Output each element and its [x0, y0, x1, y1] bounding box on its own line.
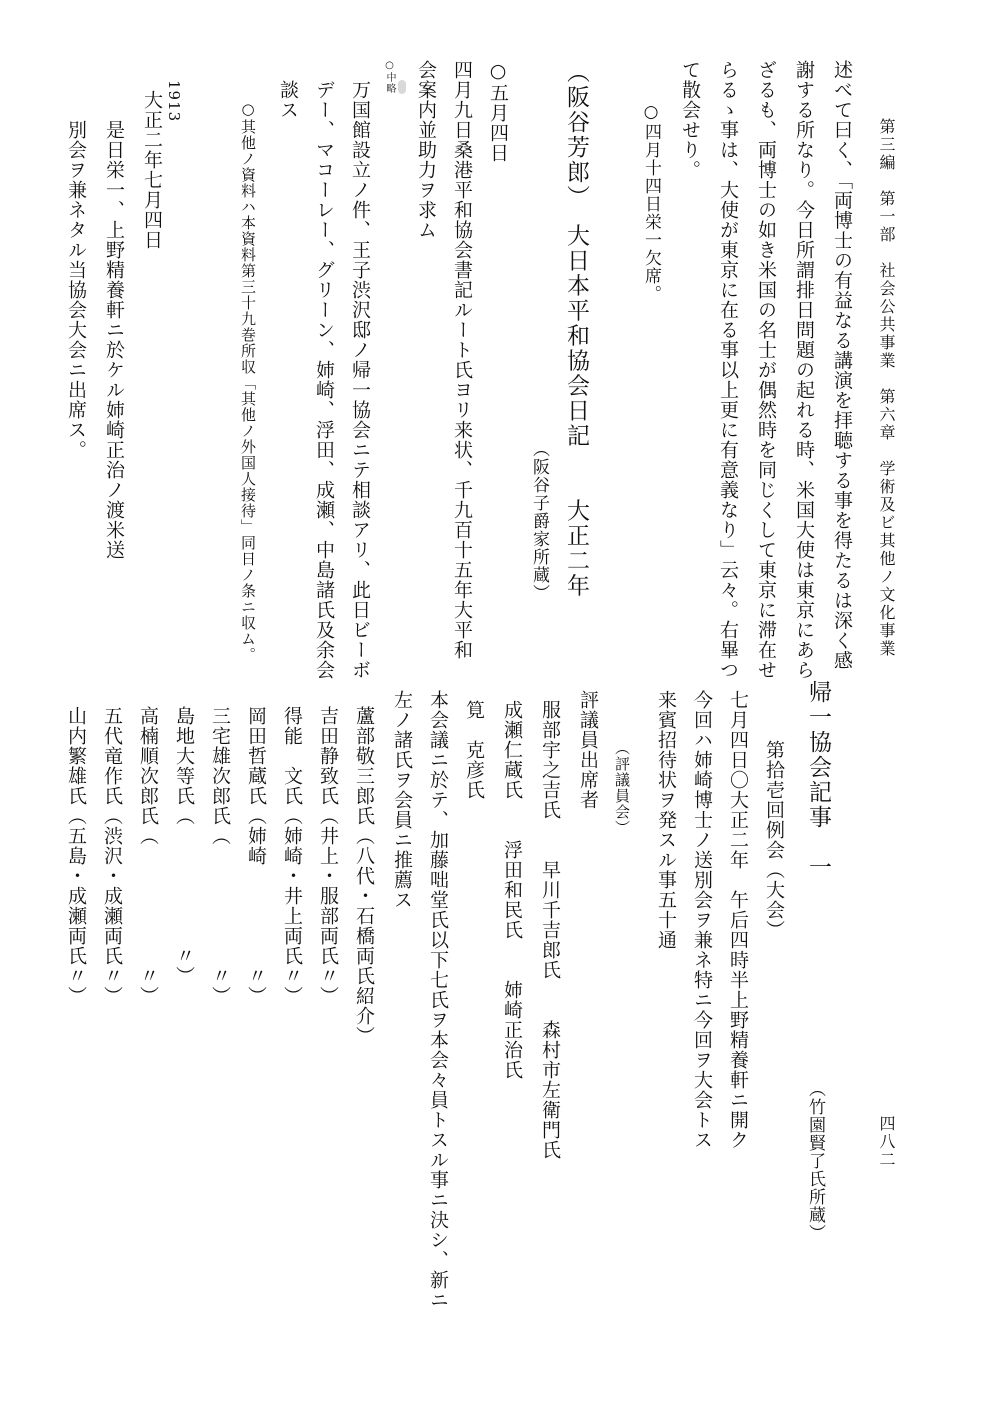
entry-text-2: 会案内並助力ヲ求ム	[415, 60, 437, 240]
entry-text-4: デー、マコーレー、グリーン、姉崎、浮田、成瀬、中島諸氏及余会	[313, 80, 335, 680]
resolution-line-1: 本会議ニ於テ、加藤咄堂氏以下七氏ヲ本会々員トスル事ニ決シ、新ニ	[427, 690, 449, 1310]
attendee-row-1: 服部宇之吉氏 早川千吉郎氏 森村市左衛門氏	[539, 700, 561, 1160]
diary-title: （阪谷芳郎） 大日本平和協会日記 大正二年	[563, 60, 589, 599]
council-label: （評議員会）	[613, 740, 631, 836]
entry-text-5: 談ス	[277, 80, 299, 120]
upper-col-4: らるゝ事は、大使が東京に在る事以上更に有意義なり」云々。右畢つ	[717, 60, 739, 680]
entry-may4: ○五月四日	[487, 60, 509, 163]
nominee-2: 吉田静致氏（井上・服部両氏〃）	[317, 706, 339, 1006]
attendee-row-3: 筧 克彦氏	[463, 700, 485, 800]
summary-1: 是日栄一、上野精養軒ニ於ケル姉崎正治ノ渡米送	[103, 120, 125, 560]
summary-2: 別会ヲ兼ネタル当協会大会ニ出席ス。	[65, 120, 87, 460]
entry-text-1: 四月九日桑港平和協会書記ルート氏ヨリ来状、千九百十五年大平和	[451, 60, 473, 660]
entry-text-3: 万国館設立ノ件、王子渋沢邸ノ帰一協会ニテ相談アリ、此日ビーボ	[349, 80, 371, 680]
upper-col-5: て散会せり。	[679, 60, 701, 180]
kiichi-title: 帰一協会記事 一	[805, 680, 831, 880]
upper-col-1: 述べて曰く、「両博士の有益なる講演を拝聴する事を得たるは深く感	[831, 60, 853, 671]
nominee-1: 蘆部敬三郎氏（八代・石橋両氏紹介）	[353, 706, 375, 1046]
resolution-line-2: 左ノ諸氏ヲ会員ニ推薦ス	[391, 690, 413, 910]
nominee-7: 高楠順次郎氏（ 〃）	[137, 706, 159, 1006]
reference-note: ○其他ノ資料ハ本資料第三十九巻所収「其他ノ外国人接待」同日ノ条ニ収ム。	[239, 100, 257, 663]
nominee-9: 山内繁雄氏（五島・成瀬両氏〃）	[65, 706, 87, 1006]
nominee-5: 三宅雄次郎氏（ 〃）	[209, 706, 231, 1006]
attendees-label: 評議員出席者	[577, 690, 599, 810]
nominee-8: 五代竜作氏（渋沢・成瀬両氏〃）	[101, 706, 123, 1006]
omission-note: ○中略	[384, 60, 395, 94]
upper-col-2: 謝する所なり。今日所謂排日問題の起れる時、米国大使は東京にあら	[793, 60, 815, 680]
smudge-mark	[398, 80, 406, 94]
running-head: 第三編 第一部 社会公共事業 第六章 学術及ビ其他ノ文化事業	[877, 118, 896, 658]
meeting-date: 七月四日〇大正二年 午后四時半上野精養軒ニ開ク	[727, 690, 749, 1150]
date-heading: 大正二年七月四日	[141, 90, 163, 250]
nominee-3: 得能 文氏（姉崎・井上両氏〃）	[281, 706, 303, 1006]
attendee-row-2: 成瀬仁蔵氏 浮田和民氏 姉崎正治氏	[501, 700, 523, 1080]
upper-col-3: ざるも、両博士の如き米国の名士が偶然時を同じくして東京に滞在せ	[755, 60, 777, 680]
upper-note-apr14: ○四月十四日栄一欠席。	[641, 102, 661, 303]
meeting-name: 第拾壱回例会（大会）	[763, 740, 785, 940]
kiichi-source: （竹園賢了氏所蔵）	[805, 1080, 825, 1242]
meeting-line-2: 今回ハ姉崎博士ノ送別会ヲ兼ネ特ニ今回ヲ大会トス	[691, 690, 713, 1150]
source-sakatani: （阪谷子爵家所蔵）	[529, 440, 549, 602]
nominee-6: 島地大等氏（ 〃）	[173, 706, 195, 986]
year-1913: 1913	[165, 80, 183, 123]
nominee-4: 岡田哲蔵氏（姉崎 〃）	[245, 706, 267, 1006]
meeting-line-3: 来賓招待状ヲ発スル事五十通	[655, 690, 677, 950]
page-number: 四八二	[877, 1115, 896, 1169]
